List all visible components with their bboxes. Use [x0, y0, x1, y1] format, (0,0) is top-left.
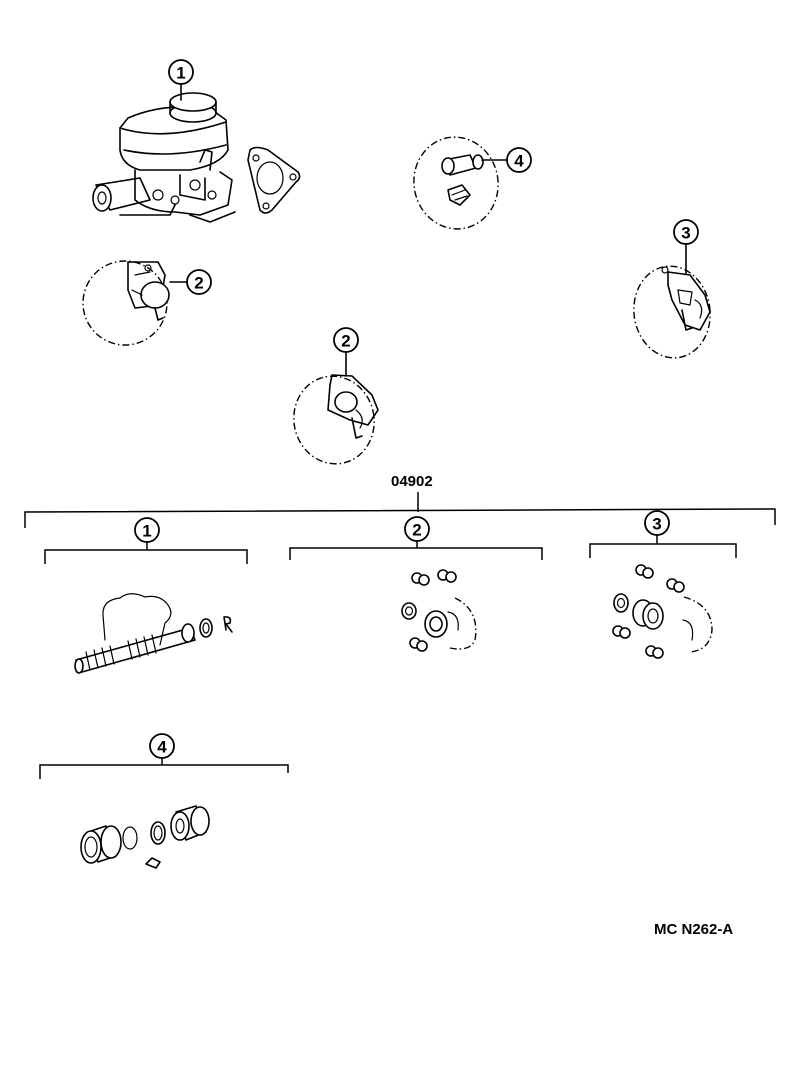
- illustration-code: MC N262-A: [654, 921, 734, 938]
- svg-text:2: 2: [194, 273, 204, 293]
- svg-text:3: 3: [652, 514, 662, 534]
- kit-bracket-4: [40, 758, 288, 779]
- svg-text:2: 2: [412, 520, 422, 540]
- svg-text:2: 2: [341, 331, 351, 351]
- kit-item-3-parts: [613, 565, 712, 658]
- kit-callout-4: [150, 734, 174, 758]
- kit-bracket-2: [290, 541, 542, 560]
- kit-callout-2: [405, 517, 429, 541]
- detail-2-left-illustration: [74, 252, 186, 355]
- callout-2-left: [187, 270, 211, 294]
- svg-text:3: 3: [681, 223, 691, 243]
- master-cylinder-illustration: [93, 93, 300, 222]
- kit-item-2-parts: [402, 570, 476, 651]
- kit-item-4-parts: [81, 806, 209, 868]
- kit-bracket-3: [590, 535, 736, 558]
- detail-2-center-illustration: [286, 352, 383, 471]
- svg-text:1: 1: [142, 521, 152, 541]
- detail-3-right-illustration: [628, 244, 716, 363]
- svg-text:1: 1: [176, 63, 186, 83]
- detail-4-illustration: [407, 130, 506, 235]
- kit-item-1-piston-assembly: [75, 594, 232, 673]
- kit-callout-3: [645, 511, 669, 535]
- callout-3-right: [674, 220, 698, 244]
- kit-number-label: 04902: [391, 473, 433, 490]
- kit-callout-1: [135, 518, 159, 542]
- callout-2-center: [334, 328, 358, 352]
- svg-text:4: 4: [514, 151, 524, 171]
- callout-4-top: [507, 148, 531, 172]
- kit-bracket-1: [45, 542, 247, 564]
- svg-text:4: 4: [157, 737, 167, 757]
